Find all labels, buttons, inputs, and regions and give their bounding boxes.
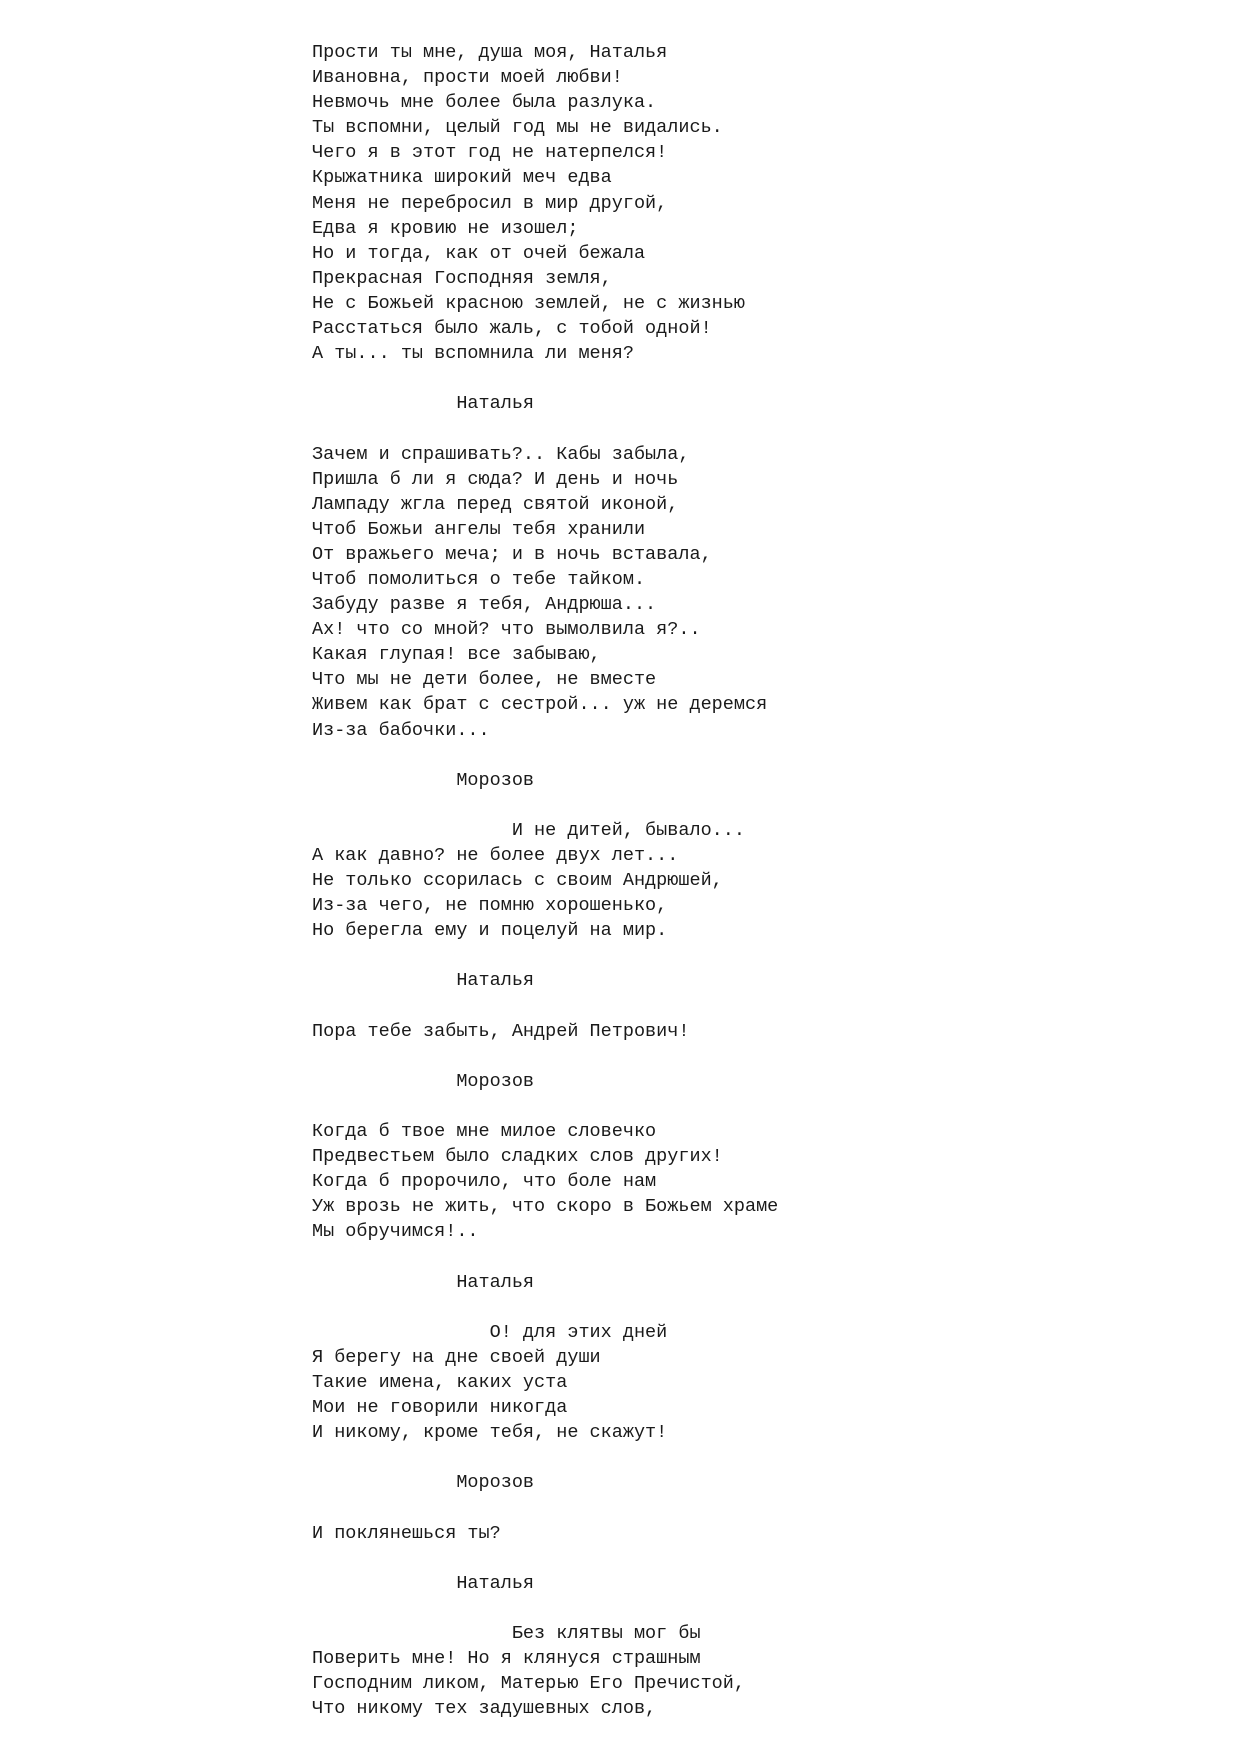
verse-line: Предвестьем было сладких слов других!	[312, 1146, 723, 1168]
verse-line: Меня не перебросил в мир другой,	[312, 192, 668, 214]
verse-line: Расстаться было жаль, с тобой одной!	[312, 318, 712, 340]
verse-line: От вражьего меча; и в ночь вставала,	[312, 543, 712, 565]
verse-line	[312, 743, 1212, 768]
verse-line: Какая глупая! все забываю,	[312, 644, 601, 666]
verse-line: Не только ссорилась с своим Андрюшей,	[312, 870, 723, 892]
verse-line	[312, 1245, 1212, 1270]
verse-line: А ты... ты вспомнила ли меня?	[312, 343, 634, 365]
verse-line	[312, 416, 1212, 441]
verse-line: Едва я кровию не изошел;	[312, 217, 579, 239]
speaker-name: Наталья	[312, 393, 535, 415]
speaker-name: Наталья	[312, 1572, 535, 1594]
verse-line: Не с Божьей красною землей, не с жизнью	[312, 292, 745, 314]
verse-line	[312, 1596, 1212, 1621]
verse-line: И никому, кроме тебя, не скажут!	[312, 1422, 668, 1444]
verse-line: Мы обручимся!..	[312, 1221, 479, 1243]
speaker-name: Морозов	[312, 769, 535, 791]
verse-line	[312, 1094, 1212, 1119]
verse-line: Но и тогда, как от очей бежала	[312, 242, 646, 264]
verse-line: O! для этих дней	[312, 1321, 668, 1343]
verse-line: Прекрасная Господняя земля,	[312, 267, 612, 289]
verse-line: Уж врозь не жить, что скоро в Божьем храме	[312, 1196, 779, 1218]
verse-line	[312, 943, 1212, 968]
verse-line: Невмочь мне более была разлука.	[312, 92, 657, 114]
play-text	[312, 40, 1212, 1721]
verse-line: Но берегла ему и поцелуй на мир.	[312, 920, 668, 942]
verse-line: Что никому тех задушевных слов,	[312, 1698, 657, 1720]
verse-line: Я берегу на дне своей души	[312, 1346, 601, 1368]
verse-line: Поверить мне! Но я клянуся страшным	[312, 1648, 701, 1669]
verse-line	[312, 994, 1212, 1019]
verse-line	[312, 1495, 1212, 1520]
verse-line	[312, 1295, 1212, 1320]
verse-line: Из-за чего, не помню хорошенько,	[312, 895, 668, 917]
verse-line: Из-за бабочки...	[312, 719, 490, 741]
verse-line: Чтоб Божьи ангелы тебя хранили	[312, 518, 646, 540]
speaker-name: Морозов	[312, 1070, 535, 1092]
verse-line: И поклянешься ты?	[312, 1522, 501, 1544]
verse-line: Ты вспомни, целый год мы не видались.	[312, 117, 723, 139]
verse-line: Лампаду жгла перед святой иконой,	[312, 493, 679, 515]
verse-line: Когда б пророчило, что боле нам	[312, 1171, 657, 1193]
verse-line: Крыжатника широкий меч едва	[312, 167, 612, 189]
verse-line: Без клятвы мог бы	[312, 1622, 701, 1644]
verse-line: А как давно? не более двух лет...	[312, 845, 679, 866]
verse-line: Чего я в этот год не натерпелся!	[312, 142, 668, 164]
speaker-name: Наталья	[312, 1271, 535, 1293]
verse-line: Прости ты мне, душа моя, Наталья	[312, 42, 668, 63]
verse-line: Ивановна, прости моей любви!	[312, 67, 623, 89]
verse-line: Живем как брат с сестрой... уж не деремся	[312, 694, 768, 716]
verse-line	[312, 1546, 1212, 1571]
verse-line: Забуду разве я тебя, Андрюша...	[312, 594, 657, 616]
verse-line: Пришла б ли я сюда? И день и ночь	[312, 468, 679, 490]
verse-line: Что мы не дети более, не вместе	[312, 669, 657, 691]
verse-line	[312, 1044, 1212, 1069]
verse-line	[312, 793, 1212, 818]
verse-line: Зачем и спрашивать?.. Кабы забыла,	[312, 443, 690, 465]
verse-line	[312, 1445, 1212, 1470]
verse-line: Господним ликом, Матерью Его Пречистой,	[312, 1673, 745, 1695]
speaker-name: Морозов	[312, 1472, 535, 1494]
verse-line: Мои не говорили никогда	[312, 1397, 568, 1419]
verse-line: Такие имена, каких уста	[312, 1371, 568, 1393]
verse-line: Пора тебе забыть, Андрей Петрович!	[312, 1020, 690, 1042]
speaker-name: Наталья	[312, 970, 535, 992]
verse-line: Чтоб помолиться о тебе тайком.	[312, 568, 646, 590]
verse-line	[312, 366, 1212, 391]
verse-line: Ах! что со мной? что вымолвила я?..	[312, 619, 701, 641]
verse-line: И не дитей, бывало...	[312, 819, 745, 841]
verse-line: Когда б твое мне милое словечко	[312, 1121, 657, 1143]
